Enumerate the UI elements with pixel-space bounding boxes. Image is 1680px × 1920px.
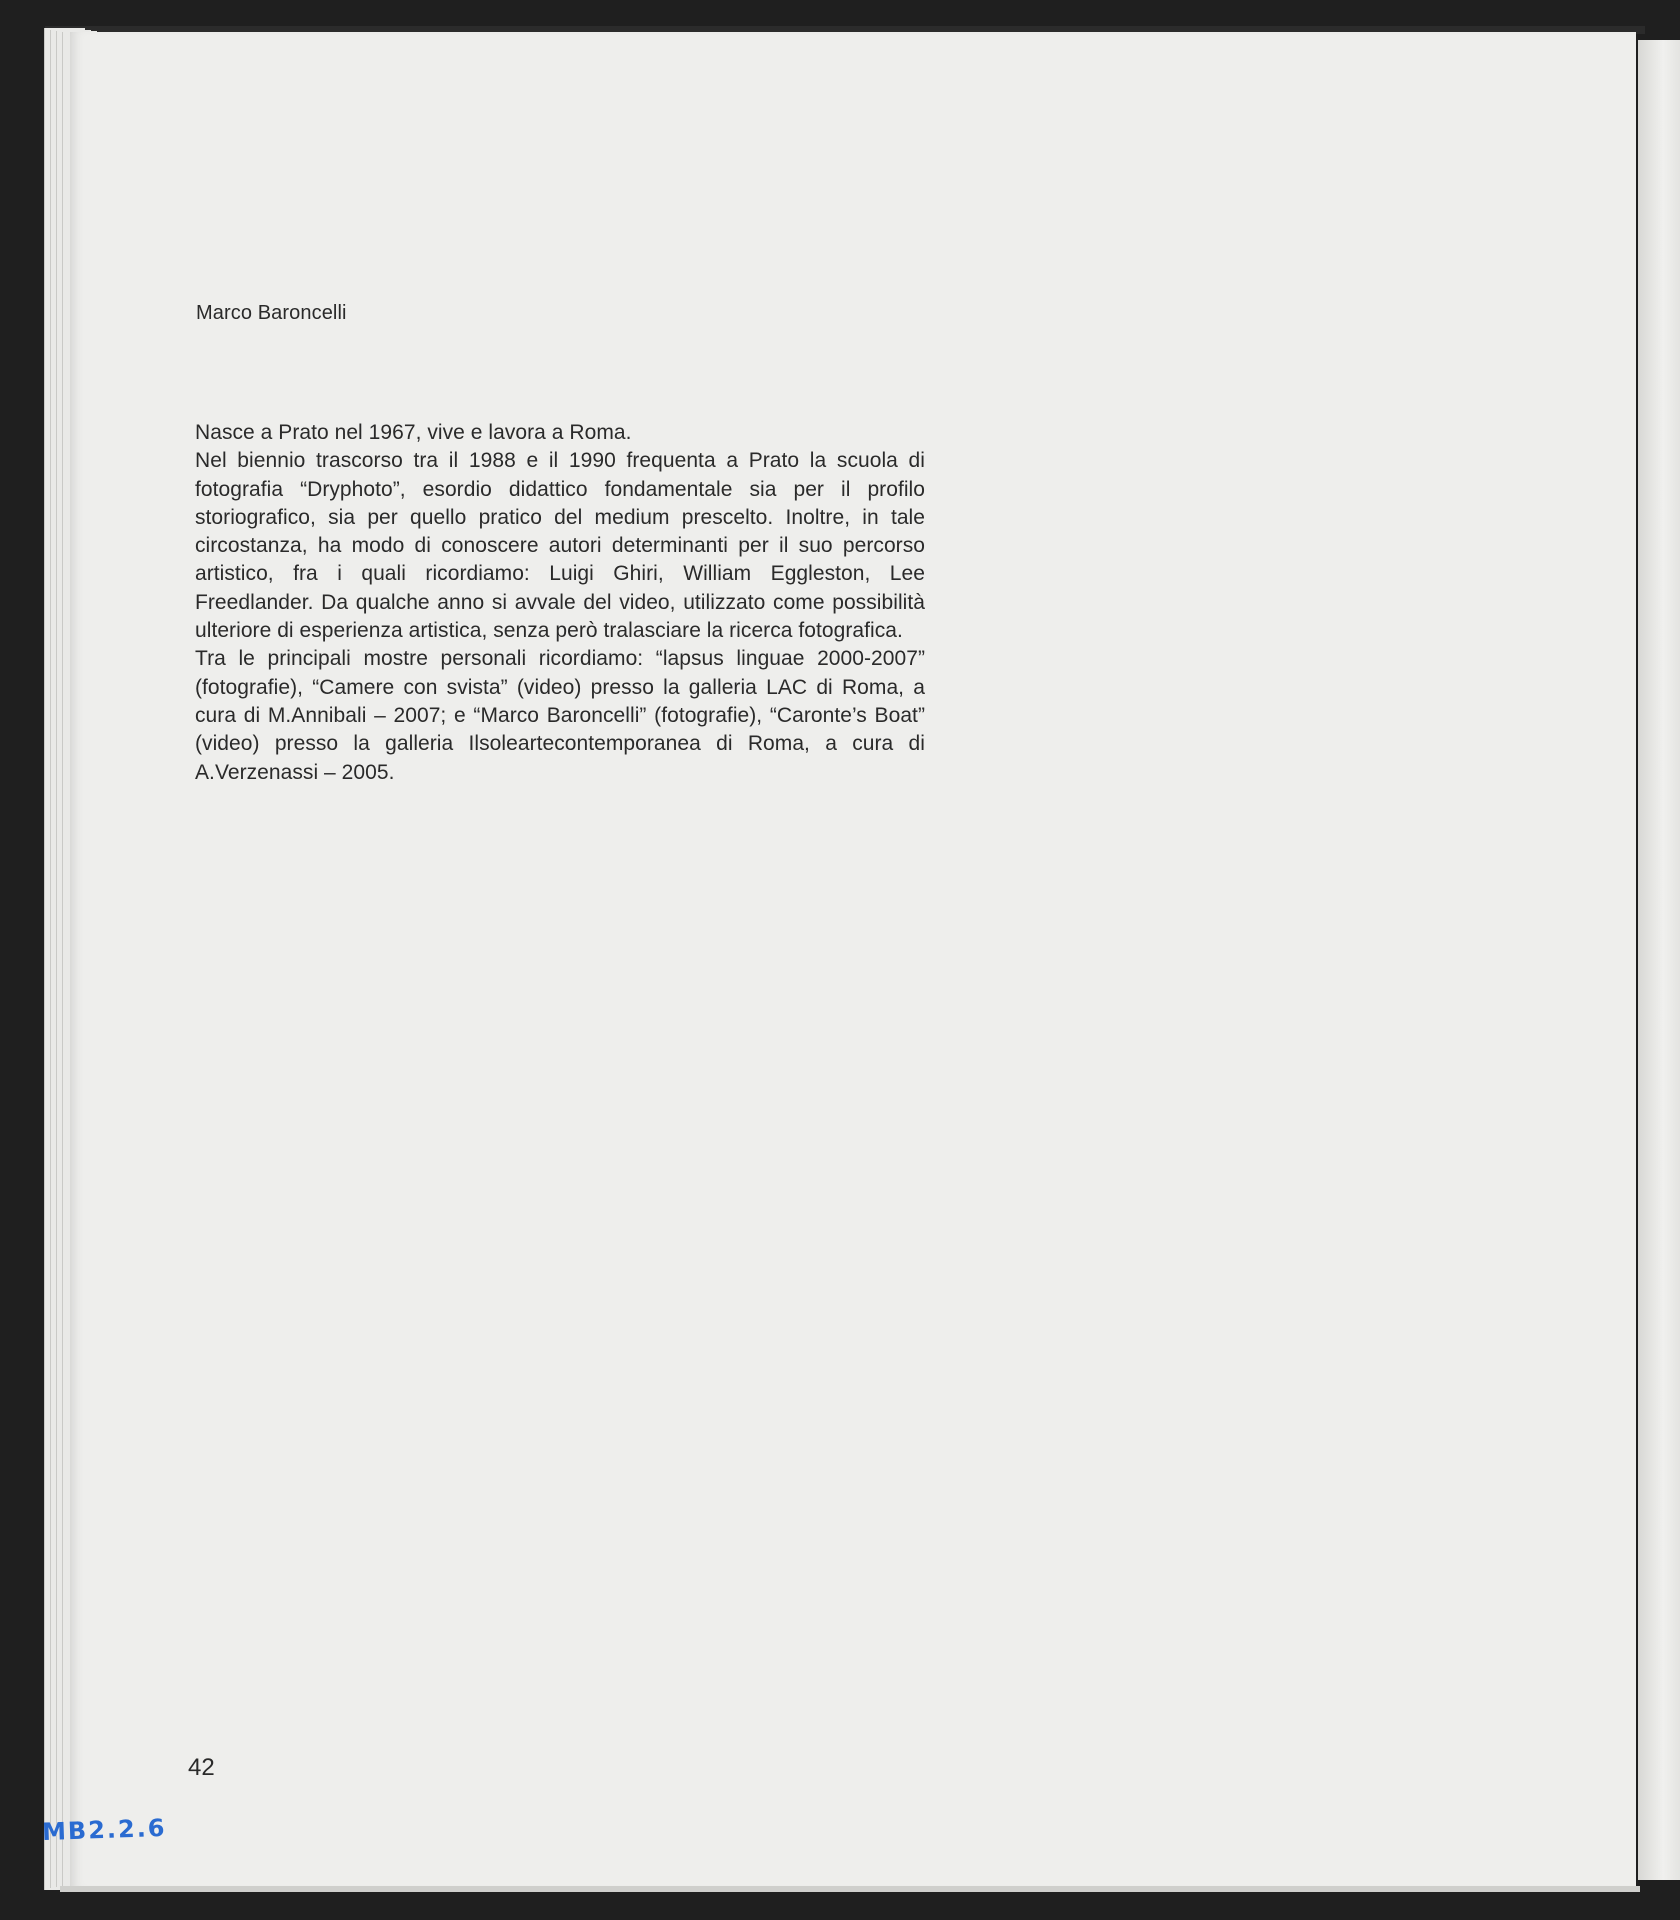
- page-number: 42: [188, 1754, 215, 1781]
- facing-page-edge: [1638, 40, 1680, 1880]
- bio-paragraph: Nasce a Prato nel 1967, vive e lavora a Roma.: [195, 421, 632, 444]
- bottom-page-edge: [60, 1886, 1640, 1892]
- page: [70, 32, 1636, 1888]
- archive-annotation: MB2.2.6: [41, 1813, 167, 1847]
- bio-paragraph: Nel biennio trascorso tra il 1988 e il 1990 frequenta a Prato la scuola di fotografia “Dryphoto”, esordio didattico fondamentale sia per il profilo storiografico, sia per quello pratico del medium prescelto. Inoltre, in tale circostanza, ha modo di conoscere autori determinanti per il suo percorso artistico, fra i quali ricordiamo: Luigi Ghiri, William Eggleston, Lee Freedlander. Da qualche anno si avvale del video, utilizzato come possibilità ulteriore di esperienza artistica, senza però tralasciare la ricerca fotografica.: [195, 449, 925, 643]
- biography-text: [195, 419, 925, 787]
- bio-paragraph: Tra le principali mostre personali ricordiamo: “lapsus linguae 2000-2007” (fotografie), “Camere con svista” (video) presso la galleria LAC di Roma, a cura di M.Annibali – 2007; e “Marco Baroncelli” (fotografie), “Caronte’s Boat” (video) presso la galleria Ilsoleartecontemporanea di Roma, a cura di A.Verzenassi – 2005.: [195, 647, 925, 784]
- author-heading: Marco Baroncelli: [196, 302, 347, 324]
